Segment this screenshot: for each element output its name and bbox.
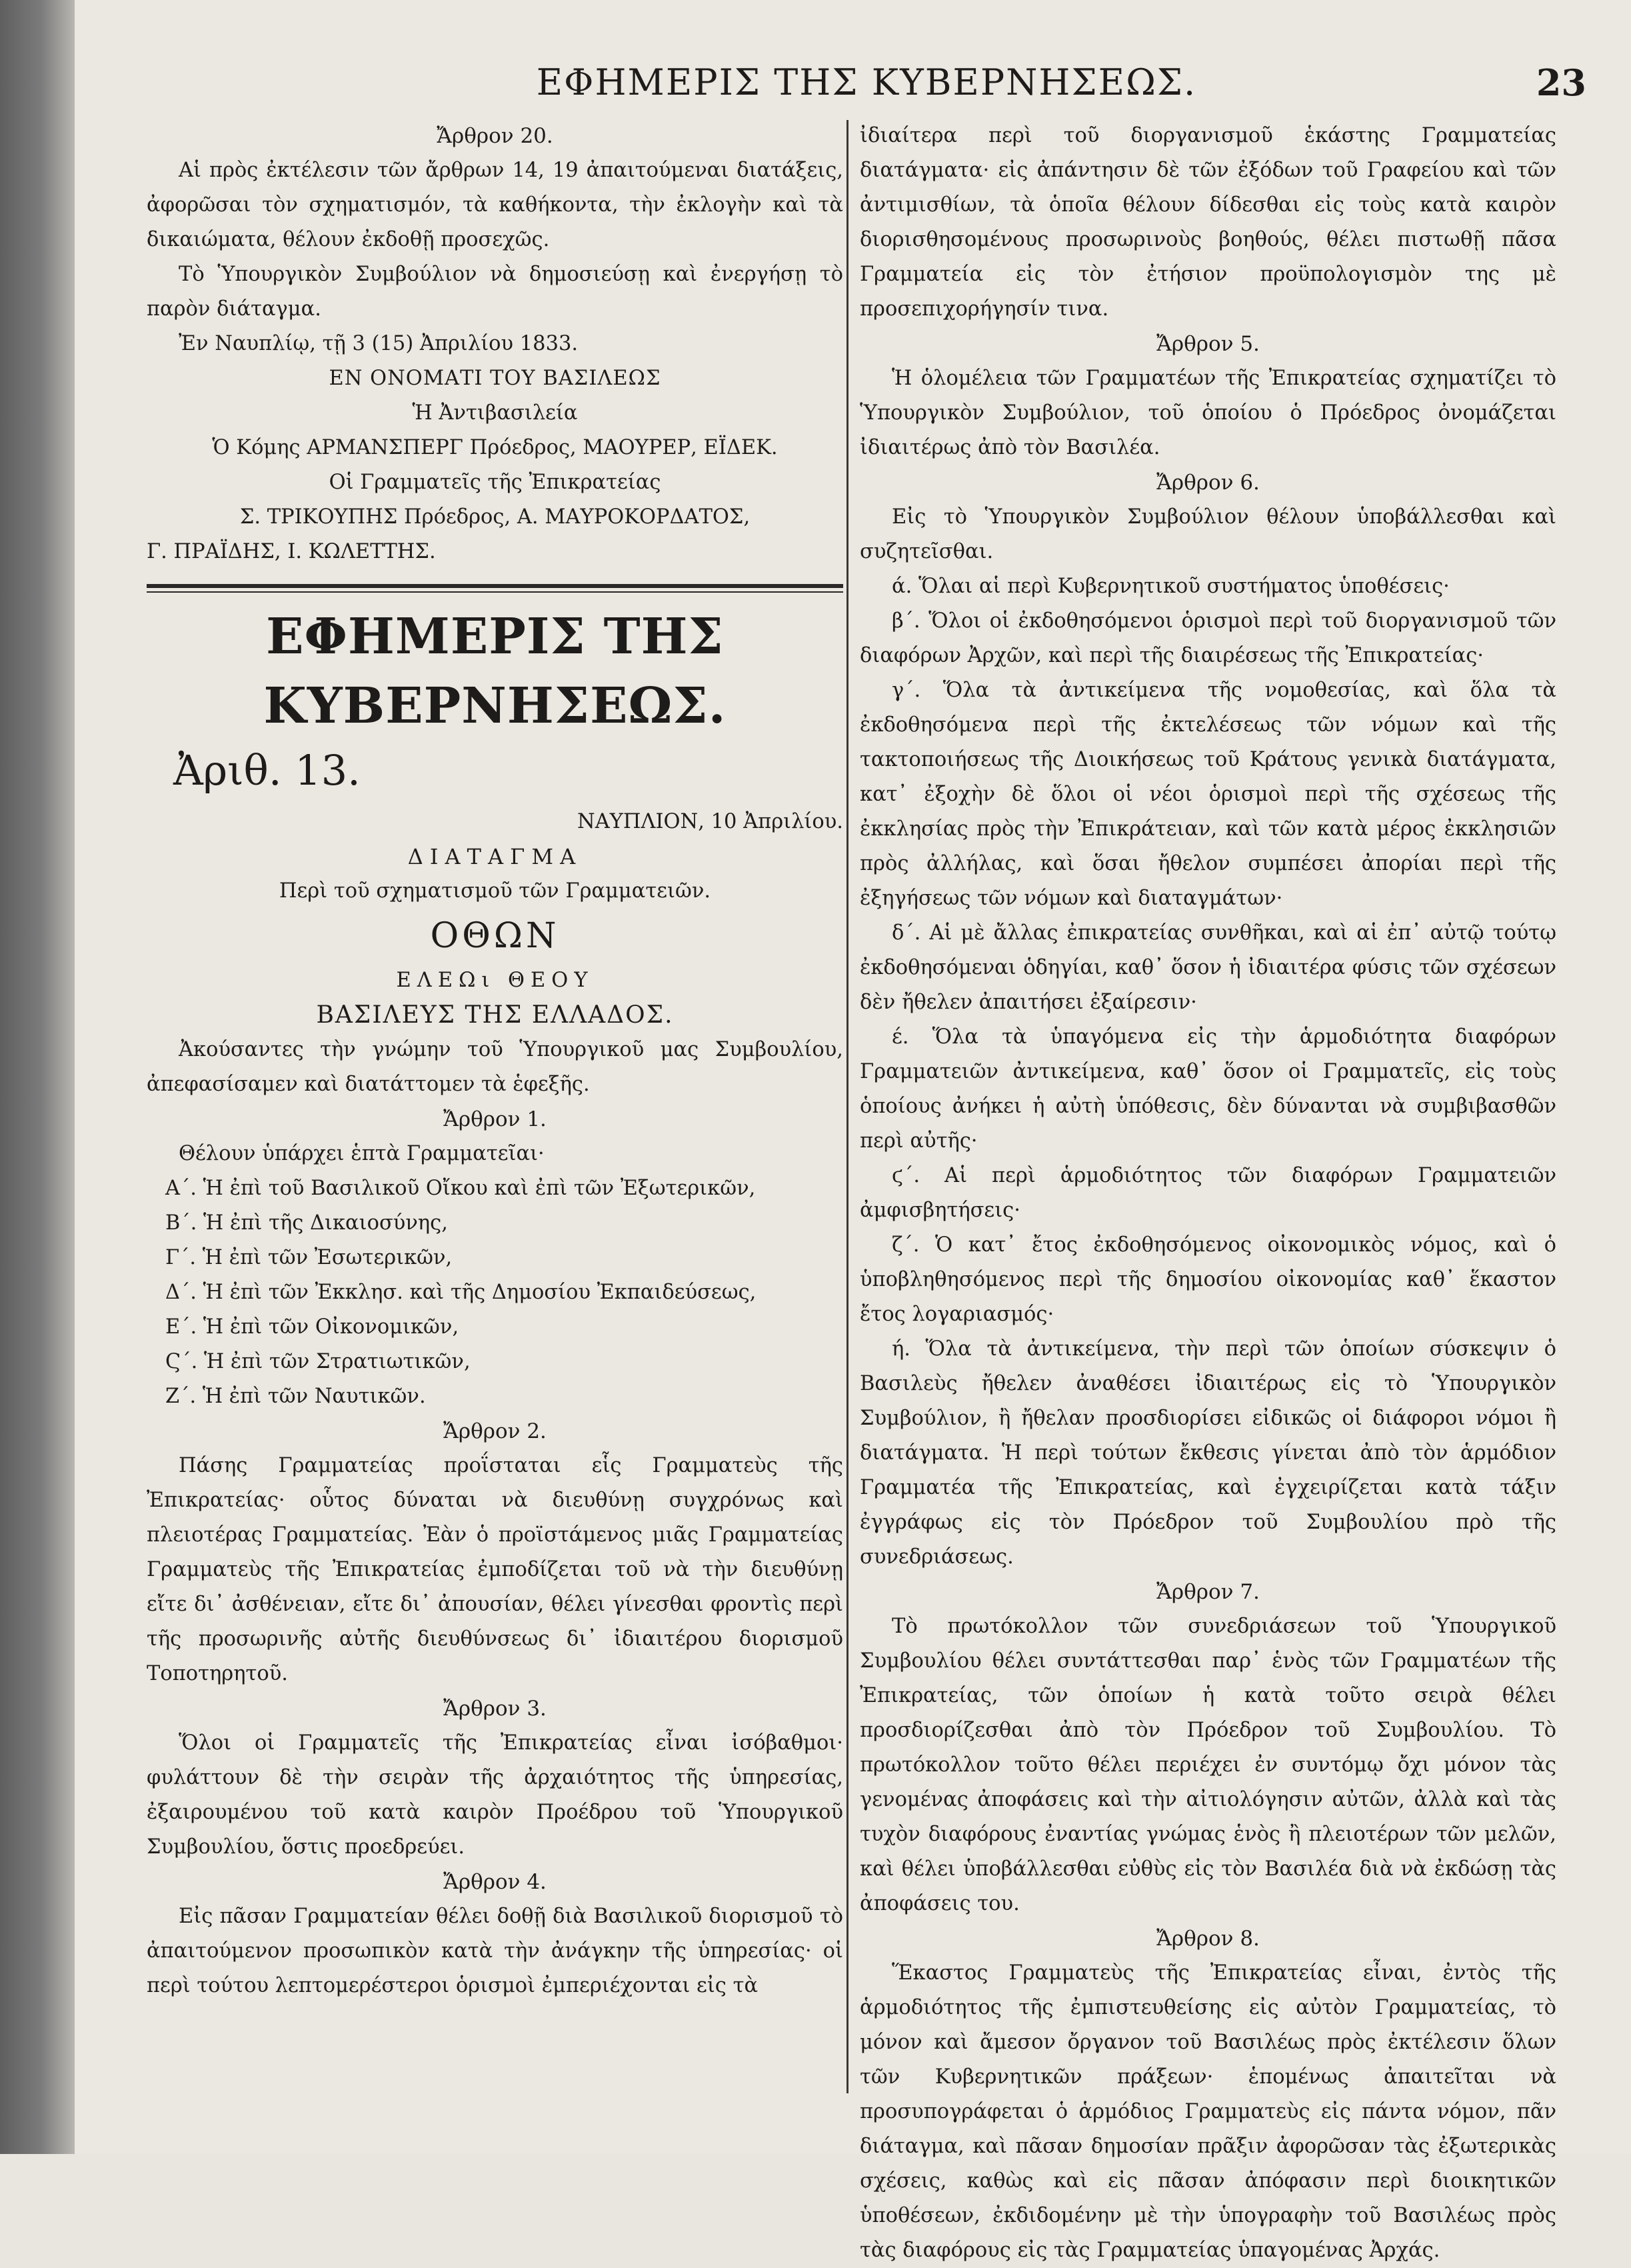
list-item: ϛ΄. Αἱ περὶ ἁρμοδιότητος τῶν διαφόρων Γραμματειῶν ἀμφισβητήσεις· <box>860 1164 1556 1222</box>
article-3-heading: Ἄρθρον 3. <box>443 1697 547 1721</box>
article-5-heading: Ἄρθρον 5. <box>1156 332 1260 356</box>
list-item: Γ΄. Ἡ ἐπὶ τῶν Ἐσωτερικῶν, <box>165 1246 453 1269</box>
list-item: ή. Ὅλα τὰ ἀντικείμενα, τὴν περὶ τῶν ὁποίων σύσκεψιν ὁ Βασιλεὺς ἤθελεν ἀναθέσει ἰδιαιτέρως εἰς τὸ Ὑπουργικὸν Συμβούλιον, ἢ ἤθελαν προσδιορίσει εἰδικῶς οἱ διάφοροι νόμοι ἢ διατάγματα. Ἡ περὶ τούτων ἔκθεσις γίνεται ἀπὸ τὸν ἁρμόδιον Γραμματέα τῆς Ἐπικρατείας, καὶ ἐγχειρίζεται κατὰ τάξιν ἐγγράφως εἰς τὸν Πρόεδρον τοῦ Συμβουλίου πρὸ τῆς συνεδριάσεως. <box>860 1337 1556 1569</box>
left-column <box>147 119 843 2092</box>
list-item: β΄. Ὅλοι οἱ ἐκδοθησόμενοι ὁρισμοὶ περὶ τοῦ διοργανισμοῦ τῶν διαφόρων Ἀρχῶν, καὶ περὶ τῆς διαιρέσεως τῆς Ἐπικρατείας· <box>860 609 1556 667</box>
list-item: Α΄. Ἡ ἐπὶ τοῦ Βασιλικοῦ Οἴκου καὶ ἐπὶ τῶν Ἐξωτερικῶν, <box>165 1177 756 1200</box>
article-20-text: Αἱ πρὸς ἐκτέλεσιν τῶν ἄρθρων 14, 19 ἀπαιτούμεναι διατάξεις, ἀφορῶσαι τὸν σχηματισμόν, τὰ καθήκοντα, τὴν ἐκλογὴν καὶ τὰ δικαιώματα, θέλουν ἐκδοθῇ προσεχῶς. <box>147 159 843 251</box>
page-number: 23 <box>1536 61 1586 104</box>
secretaries-line-2: Γ. ΠΡΑΪΔΗΣ, Ι. ΚΩΛΕΤΤΗΣ. <box>147 540 436 563</box>
king-name: ΟΘΩΝ <box>430 916 560 956</box>
article-8-text: Ἕκαστος Γραμματεὺς τῆς Ἐπικρατείας εἶναι, ἐντὸς τῆς ἁρμοδιότητος τῆς ἐμπιστευθείσης εἰς αὐτὸν Γραμματείας, τὸ μόνον καὶ ἄμεσον ὄργανον τοῦ Βασιλέως πρὸς ἐκτέλεσιν ὅλων τῶν Κυβερνητικῶν πράξεων· ἑπομένως ἀπαιτεῖται νὰ προσυπογράφεται ὁ ἁρμόδιος Γραμματεὺς εἰς πάντα νόμον, πᾶν διάταγμα, καὶ πᾶσαν δημοσίαν πρᾶξιν ἀφορῶσαν τὰς ἐξωτερικὰς σχέσεις, καθὼς καὶ εἰς πᾶσαν ἀπόφασιν περὶ διοικητικῶν ὑποθέσεων, ἐκδιδομένην μὲ τὴν ὑπογραφὴν τοῦ Βασιλέως πρὸς τὰς διαφόρους εἰς τὰς Γραμματείας ὑπαγομένας Ἀρχάς. <box>860 1961 1556 2262</box>
running-head <box>147 61 1586 108</box>
list-item: Δ΄. Ἡ ἐπὶ τῶν Ἐκκλησ. καὶ τῆς Δημοσίου Ἐκπαιδεύσεως, <box>165 1281 757 1304</box>
article-4-heading: Ἄρθρον 4. <box>443 1870 547 1894</box>
list-item: ζ΄. Ὁ κατ᾽ ἔτος ἐκδοθησόμενος οἰκονομικὸς νόμος, καὶ ὁ ὑποβληθησόμενος περὶ τῆς δημοσίου οἰκονομίας καθ᾽ ἕκαστον ἔτος λογαριασμός· <box>860 1233 1556 1326</box>
article-8-heading: Ἄρθρον 8. <box>1156 1927 1260 1951</box>
rule-thick <box>147 584 843 588</box>
by-grace-of-god: ΕΛΕΩι ΘΕΟΥ <box>396 969 594 992</box>
article-1-text: Θέλουν ὑπάρχει ἑπτὰ Γραμματεῖαι· <box>179 1142 545 1165</box>
date-line: Ἐν Ναυπλίῳ, τῇ 3 (15) Ἀπριλίου 1833. <box>179 332 579 355</box>
king-title: ΒΑΣΙΛΕΥΣ ΤΗΣ ΕΛΛΑΔΟΣ. <box>316 1001 674 1029</box>
regency-members: Ὁ Κόμης ΑΡΜΑΝΣΠΕΡΓ Πρόεδρος, ΜΑΟΥΡΕΡ, ΕΪΔΕΚ. <box>212 436 778 459</box>
decree-label: ΔΙΑΤΑΓΜΑ <box>407 844 583 869</box>
article-1-heading: Ἄρθρον 1. <box>443 1107 547 1131</box>
article-4-continuation: ἰδιαίτερα περὶ τοῦ διοργανισμοῦ ἑκάστης Γραμματείας διατάγματα· εἰς ἀπάντησιν δὲ τῶν ἐξόδων τοῦ Γραφείου καὶ τῶν ἀντιμισθίων, τὰ ὁποῖα θέλουν δίδεσθαι εἰς τοὺς κατὰ καιρὸν διορισθησομένους προσωρινοὺς βοηθούς, θέλει πιστωθῇ πᾶσα Γραμματεία εἰς τὸν ἐτήσιον προϋπολογισμὸν της μὲ προσεπιχορήγησίν τινα. <box>860 124 1556 321</box>
article-6-heading: Ἄρθρον 6. <box>1156 471 1260 495</box>
list-item: ά. Ὅλαι αἱ περὶ Κυβερνητικοῦ συστήματος ὑποθέσεις· <box>892 575 1450 598</box>
running-title: ΕΦΗΜΕΡΙΣ ΤΗΣ ΚΥΒΕΡΝΗΣΕΩΣ. <box>536 61 1197 103</box>
column-divider <box>846 120 848 2093</box>
preamble: Ἀκούσαντες τὴν γνώμην τοῦ Ὑπουργικοῦ μας Συμβουλίου, ἀπεφασίσαμεν καὶ διατάττομεν τὰ ἑφεξῆς. <box>147 1038 843 1096</box>
secretaries-label: Οἱ Γραμματεῖς τῆς Ἐπικρατείας <box>329 471 661 494</box>
decree-subject: Περὶ τοῦ σχηματισμοῦ τῶν Γραμματειῶν. <box>279 879 711 903</box>
secretaries-line-1: Σ. ΤΡΙΚΟΥΠΗΣ Πρόεδρος, Α. ΜΑΥΡΟΚΟΡΔΑΤΟΣ, <box>239 505 751 529</box>
issue-line <box>147 741 843 805</box>
article-7-heading: Ἄρθρον 7. <box>1156 1580 1260 1604</box>
list-item: Ϛ΄. Ἡ ἐπὶ τῶν Στρατιωτικῶν, <box>165 1350 471 1373</box>
issue-number: Ἀριθ. 13. <box>173 746 361 795</box>
article-7-text: Τὸ πρωτόκολλον τῶν συνεδριάσεων τοῦ Ὑπουργικοῦ Συμβουλίου θέλει συντάττεσθαι παρ᾽ ἑνὸς τῶν Γραμματέων τῆς Ἐπικρατείας, τῶν ὁποίων ἡ κατὰ τοῦτο σειρὰ θέλει προσδιορίζεσθαι ἀπὸ τὸν Πρόεδρον τοῦ Συμβουλίου. Τὸ πρωτόκολλον τοῦτο θέλει περιέχει ἐν συντόμῳ ὄχι μόνον τὰς γενομένας ἀποφάσεις καὶ τὴν αἰτιολόγησιν αὐτῶν, ἀλλὰ καὶ τὰς τυχὸν διαφόρους ἐναντίας γνώμας ἑνὸς ἢ πλειοτέρων τῶν μελῶν, καὶ θέλει ὑποβάλλεσθαι εὐθὺς εἰς τὸν Βασιλέα διὰ νὰ ἐκδώσῃ τὰς ἀποφάσεις του. <box>860 1615 1556 1915</box>
article-5-text: Ἡ ὁλομέλεια τῶν Γραμματέων τῆς Ἐπικρατείας σχηματίζει τὸ Ὑπουργικὸν Συμβούλιον, τοῦ ὁποίου ὁ Πρόεδρος ὀνομάζεται ἰδιαιτέρως ἀπὸ τὸν Βασιλέα. <box>860 367 1556 459</box>
list-item: Β΄. Ἡ ἐπὶ τῆς Δικαιοσύνης, <box>165 1211 448 1235</box>
list-item: γ΄. Ὅλα τὰ ἀντικείμενα τῆς νομοθεσίας, καὶ ὅλα τὰ ἐκδοθησόμενα περὶ τῆς ἐκτελέσεως τῶν νόμων καὶ τῆς τακτοποιήσεως τῆς Διοικήσεως τοῦ Κράτους γενικὰ διατάγματα, κατ᾽ ἐξοχὴν δὲ ὅλοι οἱ νέοι ὁρισμοὶ περὶ τῆς σχέσεως τῆς ἐκκλησίας πρὸς τὴν Ἐπικράτειαν, καὶ τῶν κατὰ μέρος ἐκκλησιῶν πρὸς ἀλλήλας, καὶ ὅσαι ἤθελον συμπέσει ἀπορίαι περὶ τῆς ἐξηγήσεως τῶν νόμων καὶ διαταγμάτων· <box>860 679 1556 910</box>
section-rule <box>147 584 843 593</box>
article-6-intro: Εἰς τὸ Ὑπουργικὸν Συμβούλιον θέλουν ὑποβάλλεσθαι καὶ συζητεῖσθαι. <box>860 505 1556 563</box>
article-2-text: Πάσης Γραμματείας προΐσταται εἷς Γραμματεὺς τῆς Ἐπικρατείας· οὗτος δύναται νὰ διευθύνῃ συγχρόνως καὶ πλειοτέρας Γραμματείας. Ἐὰν ὁ προϊστάμενος μιᾶς Γραμματείας Γραμματεὺς τῆς Ἐπικρατείας ἐμποδίζεται τοῦ νὰ τὴν διευθύνῃ εἴτε δι᾽ ἀσθένειαν, εἴτε δι᾽ ἀπουσίαν, θέλει γίνεσθαι φροντὶς περὶ τῆς προσωρινῆς αὐτῆς διευθύνσεως δι᾽ ἰδιαιτέρου διορισμοῦ Τοποτηρητοῦ. <box>147 1454 843 1685</box>
right-column <box>860 119 1556 2262</box>
list-item: έ. Ὅλα τὰ ὑπαγόμενα εἰς τὴν ἁρμοδιότητα διαφόρων Γραμματειῶν ἀντικείμενα, καθ᾽ ὅσον οἱ Γραμματεῖς, εἰς τοὺς ὁποίους ἀνήκει ἡ αὐτὴ ὑπόθεσις, δὲν δύνανται νὰ συμβιβασθῶν περὶ αὐτῆς· <box>860 1025 1556 1153</box>
in-name-of-king: ΕΝ ΟΝΟΜΑΤΙ ΤΟΥ ΒΑΣΙΛΕΩΣ <box>329 367 661 390</box>
list-item: Ε΄. Ἡ ἐπὶ τῶν Οἰκονομικῶν, <box>165 1315 459 1339</box>
article-20-heading: Ἄρθρον 20. <box>437 124 553 148</box>
article-4-text: Εἰς πᾶσαν Γραμματείαν θέλει δοθῇ διὰ Βασιλικοῦ διορισμοῦ τὸ ἀπαιτούμενον προσωπικὸν κατὰ τὴν ἀνάγκην τῆς ὑπηρεσίας· οἱ περὶ τούτου λεπτομερέστεροι ὁρισμοὶ ἐμπεριέχονται εἰς τὰ <box>147 1905 843 1997</box>
dateline: ΝΑΥΠΛΙΟΝ, 10 Ἀπριλίου. <box>577 810 843 833</box>
list-item: δ΄. Αἱ μὲ ἄλλας ἐπικρατείας συνθῆκαι, καὶ αἱ ἐπ᾽ αὐτῷ τούτῳ ἐκδοθησόμεναι ὁδηγίαι, καθ᾽ ὅσον ἡ ἰδιαιτέρα φύσις τῶν σχέσεων δὲν ἤθελεν ἀπαιτήσει ἐξαίρεσιν· <box>860 921 1556 1014</box>
book-spine <box>0 0 75 2154</box>
article-3-text: Ὅλοι οἱ Γραμματεῖς τῆς Ἐπικρατείας εἶναι ἰσόβαθμοι· φυλάττουν δὲ τὴν σειρὰν τῆς ἀρχαιότητος τῆς ὑπηρεσίας, ἐξαιρουμένου τοῦ κατὰ καιρὸν Προέδρου τοῦ Ὑπουργικοῦ Συμβουλίου, ὅστις προεδρεύει. <box>147 1731 843 1859</box>
article-2-heading: Ἄρθρον 2. <box>443 1419 547 1443</box>
ministries-list <box>147 1171 843 1414</box>
regency-label: Ἡ Ἀντιβασιλεία <box>412 401 578 425</box>
article-20-text-2: Τὸ Ὑπουργικὸν Συμβούλιον νὰ δημοσιεύσῃ καὶ ἐνεργήσῃ τὸ παρὸν διάταγμα. <box>147 263 843 321</box>
rule-thin <box>147 591 843 593</box>
masthead: ΕΦΗΜΕΡΙΣ ΤΗΣ ΚΥΒΕΡΝΗΣΕΩΣ. <box>263 608 727 735</box>
list-item: Ζ΄. Ἡ ἐπὶ τῶν Ναυτικῶν. <box>165 1385 426 1408</box>
